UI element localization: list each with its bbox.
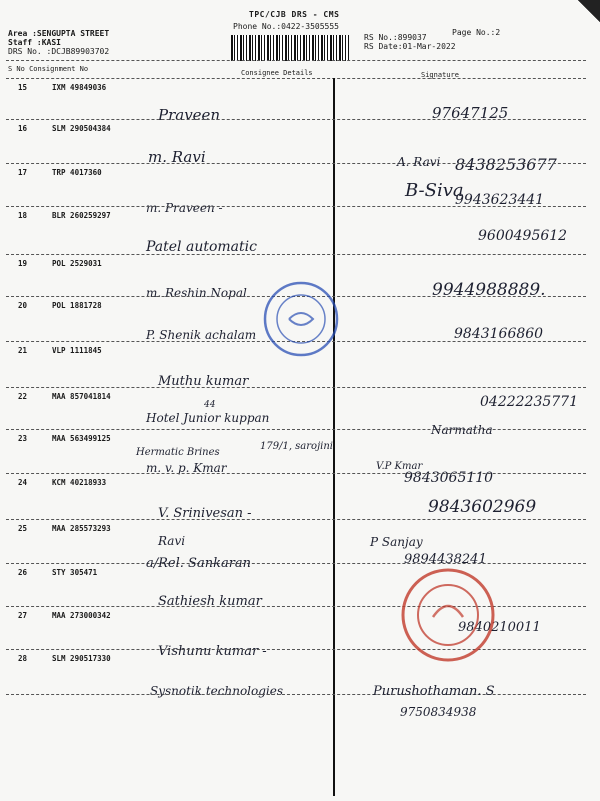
row-serial-number: 21 — [18, 346, 28, 355]
row-signature-phone: 9944988889. — [432, 280, 546, 300]
row-consignment-number: KCM 40218933 — [52, 478, 107, 487]
hw-sanjay: P Sanjay — [370, 535, 423, 549]
row-consignment-number: STY 305471 — [52, 568, 98, 577]
row-serial-number: 26 — [18, 568, 28, 577]
row-divider — [6, 694, 586, 695]
row-signature-phone: 8438253677 — [455, 155, 557, 174]
row-consignment-number: BLR 260259297 — [52, 211, 111, 220]
row-consignee-handwritten: Sysnotik technologies — [150, 684, 284, 698]
hw-number-44: 44 — [204, 400, 216, 410]
column-header-consignee: Consignee Details — [241, 69, 313, 77]
row-signature-phone: 04222235771 — [480, 394, 578, 410]
row-consignee-handwritten: Hotel Junior kuppan — [146, 411, 270, 425]
row-consignment-number: POL 1881728 — [52, 301, 102, 310]
column-header-signature: Signature — [421, 71, 459, 79]
row-consignee-handwritten: Sathiesh kumar — [158, 594, 262, 609]
row-consignment-number: MAA 285573293 — [52, 524, 111, 533]
row-consignment-number: SLM 290504384 — [52, 124, 111, 133]
blue-office-stamp — [261, 279, 341, 359]
row-divider — [6, 649, 586, 650]
row-consignment-number: MAA 857041814 — [52, 392, 111, 401]
row-serial-number: 27 — [18, 611, 28, 620]
row-consignment-number: POL 2529031 — [52, 259, 102, 268]
row-consignee-handwritten: m. Reshin Nopal — [146, 286, 247, 300]
column-header-divider — [6, 78, 586, 79]
row-consignment-number: IXM 49849036 — [52, 83, 107, 92]
phone-number: Phone No.:0422-3505555 — [233, 22, 339, 31]
hw-narmatha: Narmatha — [431, 423, 493, 437]
row-consignee-handwritten: P. Shenik achalam — [146, 328, 257, 342]
row-serial-number: 15 — [18, 83, 28, 92]
row-signature-phone: 9843602969 — [428, 497, 537, 517]
hw-a-ravi: A. Ravi — [397, 155, 441, 169]
page-corner-fold — [572, 0, 600, 28]
row-signature-phone: 9843065110 — [404, 470, 494, 486]
red-company-stamp — [398, 565, 498, 665]
staff-label: Staff :KASI — [8, 38, 61, 47]
row-divider — [6, 387, 586, 388]
barcode — [231, 35, 349, 61]
row-divider — [6, 473, 586, 474]
row-serial-number: 18 — [18, 211, 28, 220]
row-divider — [6, 254, 586, 255]
row-signature-phone: 97647125 — [432, 104, 509, 122]
row-divider — [6, 606, 586, 607]
column-header-consignment: S No Consignment No — [8, 65, 89, 73]
row-consignee-handwritten: V. Srinivesan - — [158, 506, 252, 521]
hw-sankaran: a/Rel. Sankaran — [146, 556, 252, 571]
row-divider — [6, 206, 586, 207]
hw-vp-kmar: V.P Kmar — [376, 461, 423, 472]
row-consignment-number: VLP 1111845 — [52, 346, 102, 355]
row-consignee-handwritten: m. Praveen - — [146, 201, 223, 215]
hw-b-siva: B-Siva — [405, 180, 464, 201]
row-divider — [6, 163, 586, 164]
row-consignment-number: MAA 563499125 — [52, 434, 111, 443]
column-separator — [333, 78, 335, 796]
document-title: TPC/CJB DRS - CMS — [249, 10, 340, 19]
row-consignee-handwritten: Ravi — [158, 534, 186, 548]
drs-number: DRS No. :DCJB89903702 — [8, 47, 110, 56]
area-label: Area :SENGUPTA STREET — [8, 29, 110, 38]
row-divider — [6, 563, 586, 564]
row-consignment-number: TRP 4017360 — [52, 168, 102, 177]
row-consignee-handwritten: Praveen — [158, 106, 221, 124]
rs-date: RS Date:01-Mar-2022 — [364, 42, 456, 51]
row-consignee-handwritten: m. Ravi — [148, 148, 206, 166]
row-consignee-handwritten: Muthu kumar — [158, 374, 249, 389]
hw-sarojini-address: 179/1, sarojini — [260, 441, 334, 452]
row-serial-number: 19 — [18, 259, 28, 268]
row-serial-number: 25 — [18, 524, 28, 533]
row-consignment-number: MAA 273000342 — [52, 611, 111, 620]
row-consignee-handwritten: Vishunu kumar - — [158, 644, 267, 659]
row-serial-number: 23 — [18, 434, 28, 443]
row-consignment-number: SLM 290517330 — [52, 654, 111, 663]
header-divider — [6, 60, 586, 61]
row-serial-number: 28 — [18, 654, 28, 663]
row-divider — [6, 429, 586, 430]
row-signature-phone: 9894438241 — [404, 552, 487, 567]
row-consignee-handwritten: Patel automatic — [146, 239, 257, 255]
rs-number: RS No.:899037 — [364, 33, 427, 42]
row-signature-phone: 9750834938 — [400, 705, 477, 719]
hw-hermatic: Hermatic Brines — [136, 447, 220, 458]
page-number: Page No.:2 — [452, 28, 501, 37]
row-serial-number: 17 — [18, 168, 28, 177]
row-serial-number: 20 — [18, 301, 28, 310]
row-serial-number: 22 — [18, 392, 28, 401]
row-signature-phone: 9840210011 — [458, 620, 541, 635]
hw-purushothaman: Purushothaman. S — [373, 684, 495, 699]
row-divider — [6, 519, 586, 520]
row-signature-phone: 9843166860 — [454, 326, 544, 342]
row-signature-phone: 9600495612 — [478, 228, 568, 244]
row-serial-number: 24 — [18, 478, 28, 487]
row-consignee-handwritten: m. v. p. Kmar — [146, 461, 227, 475]
row-signature-phone: 9943623441 — [455, 192, 545, 208]
row-divider — [6, 119, 586, 120]
row-serial-number: 16 — [18, 124, 28, 133]
